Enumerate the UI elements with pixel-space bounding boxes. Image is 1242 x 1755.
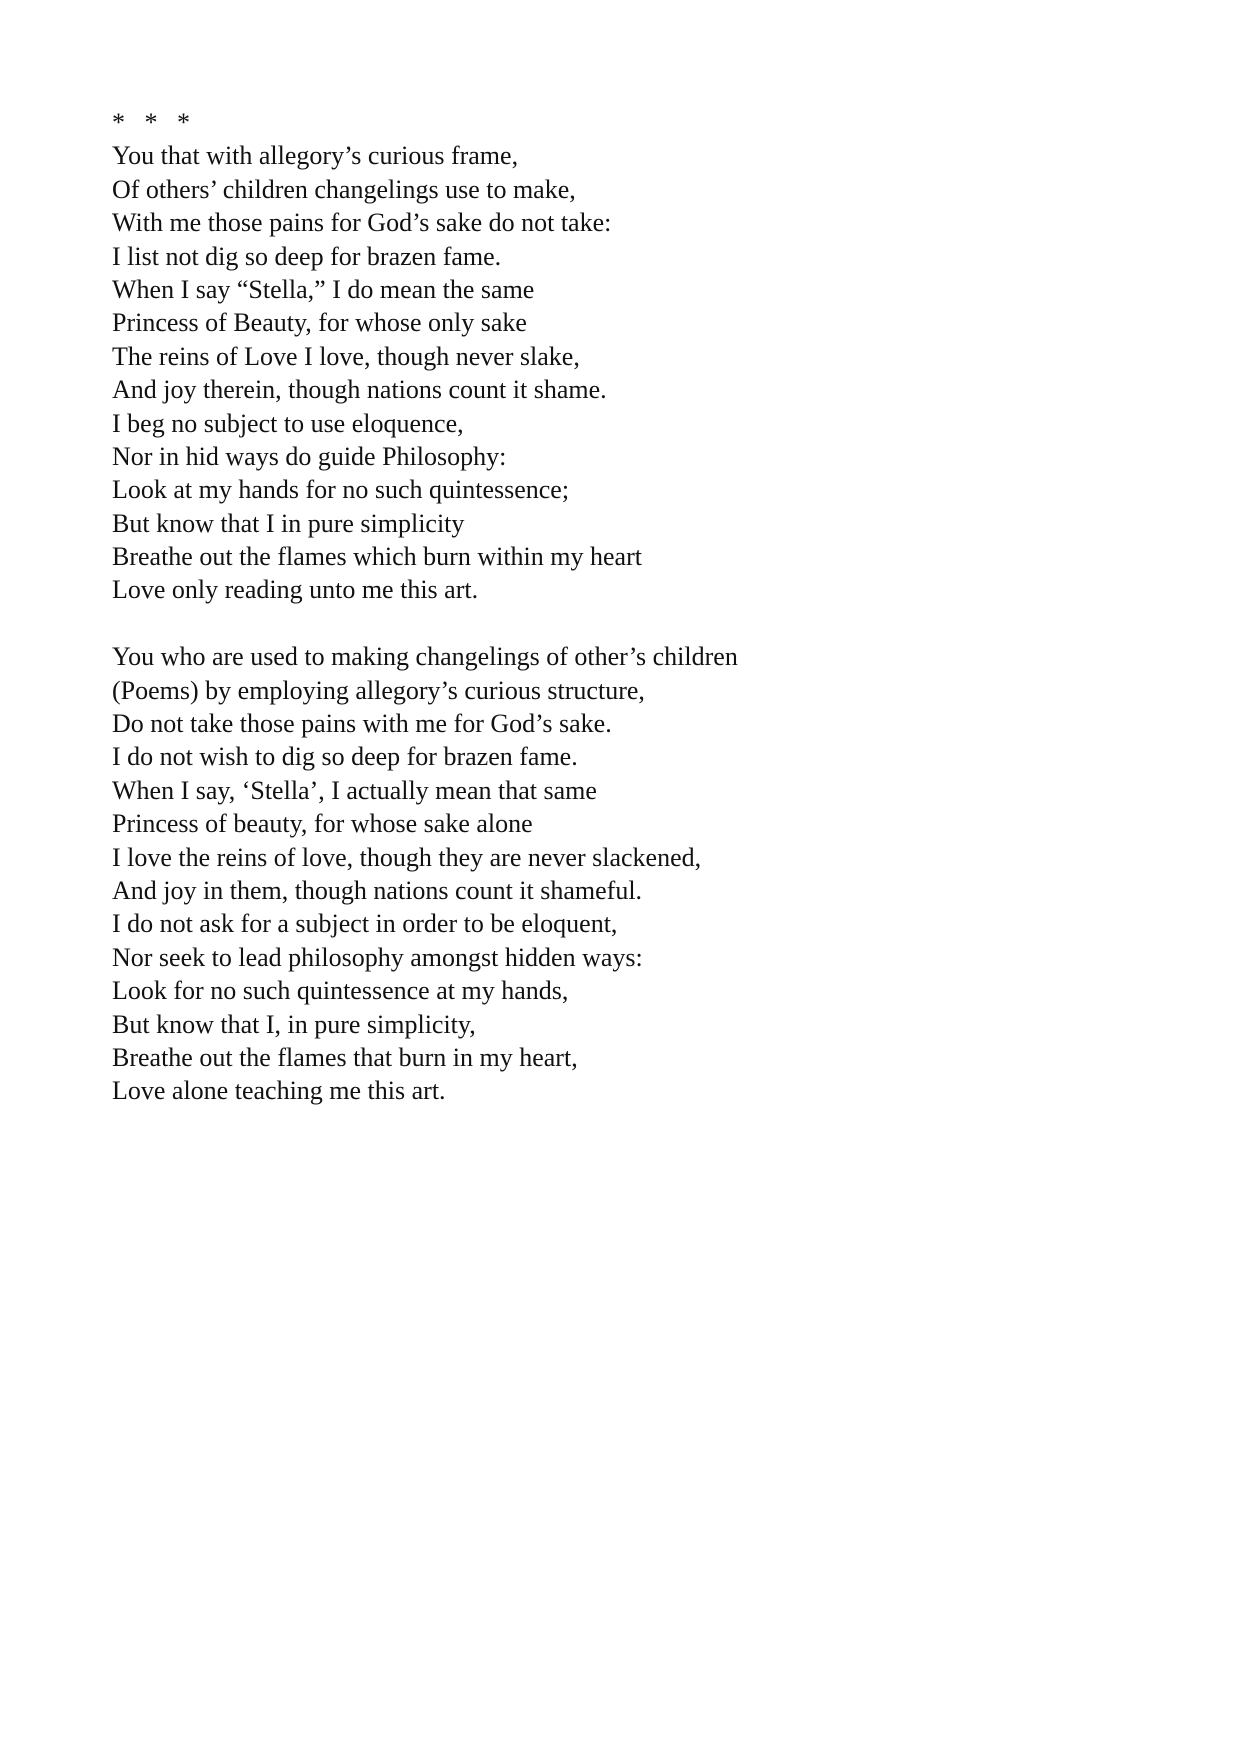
paraphrase-line: I love the reins of love, though they are never slackened,	[112, 842, 702, 872]
paraphrase-line: Do not take those pains with me for God’s sake.	[112, 709, 612, 739]
section-separator: * * *	[112, 108, 190, 137]
poem-line: Princess of Beauty, for whose only sake	[112, 308, 527, 338]
poem-line: You that with allegory’s curious frame,	[112, 141, 519, 171]
paraphrase-line: Love alone teaching me this art.	[112, 1076, 446, 1106]
paraphrase-line: Breathe out the flames that burn in my heart,	[112, 1042, 578, 1072]
poem-line: The reins of Love I love, though never slake,	[112, 341, 580, 371]
paraphrase-line: (Poems) by employing allegory’s curious structure,	[112, 675, 645, 705]
poem-line: And joy therein, though nations count it shame.	[112, 375, 607, 405]
poem-line: Of others’ children changelings use to make,	[112, 174, 576, 204]
paraphrase-line: Look for no such quintessence at my hands,	[112, 976, 569, 1006]
modern-paraphrase	[112, 640, 1132, 1107]
poem-line: Nor in hid ways do guide Philosophy:	[112, 441, 507, 471]
paraphrase-line: You who are used to making changelings of other’s children	[112, 642, 738, 672]
original-sonnet	[112, 139, 1132, 606]
paraphrase-line: Nor seek to lead philosophy amongst hidden ways:	[112, 942, 643, 972]
paraphrase-line: And joy in them, though nations count it shameful.	[112, 875, 643, 905]
paraphrase-line: I do not wish to dig so deep for brazen fame.	[112, 742, 578, 772]
poem-line: Love only reading unto me this art.	[112, 575, 479, 605]
document-body	[112, 106, 1132, 1108]
poem-line: I beg no subject to use eloquence,	[112, 408, 464, 438]
poem-line: With me those pains for God’s sake do not take:	[112, 208, 612, 238]
paraphrase-line: When I say, ‘Stella’, I actually mean that same	[112, 775, 597, 805]
paraphrase-line: I do not ask for a subject in order to be eloquent,	[112, 909, 618, 939]
poem-line: But know that I in pure simplicity	[112, 508, 465, 538]
paraphrase-line: Princess of beauty, for whose sake alone	[112, 809, 533, 839]
paraphrase-line: But know that I, in pure simplicity,	[112, 1009, 476, 1039]
poem-line: I list not dig so deep for brazen fame.	[112, 241, 502, 271]
poem-line: When I say “Stella,” I do mean the same	[112, 274, 535, 304]
poem-line: Breathe out the flames which burn within my heart	[112, 542, 642, 572]
poem-line: Look at my hands for no such quintessence;	[112, 475, 570, 505]
